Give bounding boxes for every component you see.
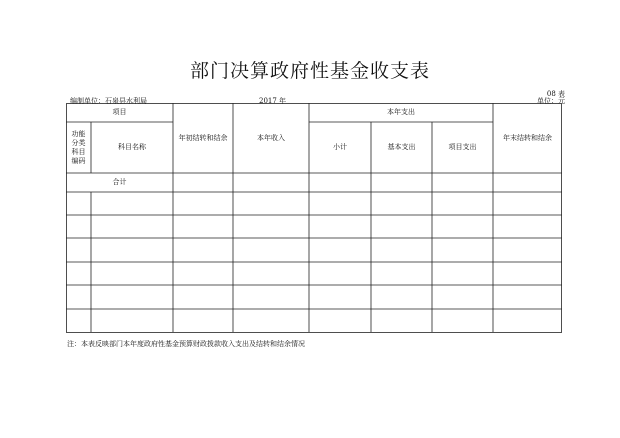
header-expenditure: 本年支出 (387, 108, 415, 116)
header-begin-balance: 年初结转和结余 (178, 133, 228, 142)
header-income: 本年收入 (257, 133, 285, 142)
header-subject-name: 科目名称 (118, 143, 146, 151)
header-basic-exp: 基本支出 (387, 143, 416, 151)
header-project-exp: 项目支出 (448, 143, 477, 151)
header-end-balance: 年末结转和结余 (503, 133, 552, 142)
currency-unit: 单位：元 (537, 97, 565, 105)
compiling-unit: 编制单位：石泉县水利局 (70, 97, 147, 105)
report-year: 2017 年 (259, 97, 287, 105)
fund-table (66, 103, 562, 333)
total-row-label: 合计 (112, 178, 127, 186)
header-subtotal: 小计 (333, 143, 347, 151)
page-title: 部门决算政府性基金收支表 (189, 60, 430, 82)
table-note: 注：本表反映部门本年度政府性基金预算财政拨款收入支出及结转和结余情况 (67, 340, 305, 348)
header-item: 项目 (112, 108, 127, 116)
header-func-code: 功能分类科目编码 (71, 129, 86, 165)
form-number: 08 表 (546, 90, 565, 98)
